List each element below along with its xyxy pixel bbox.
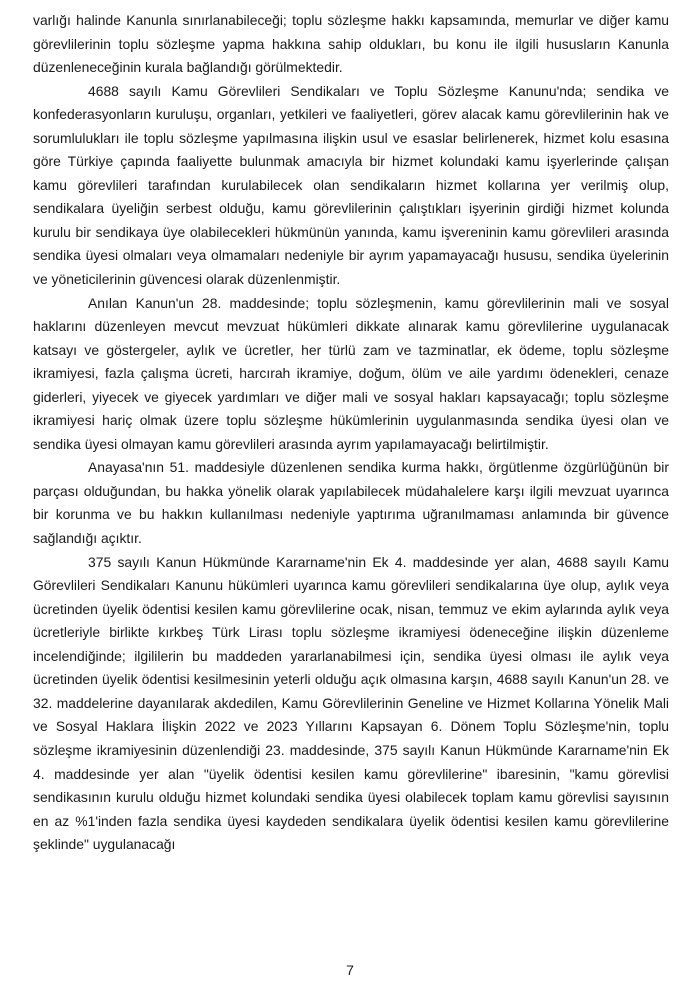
paragraph-1: varlığı halinde Kanunla sınırlanabileceği; toplu sözleşme hakkı kapsamında, memurlar ve diğer kamu görevlilerinin toplu sözleşme yapma hakkına sahip oldukları, bu konu ile ilgili hususların Kanunla düzenleneceğinin kurala bağlandığı görülmektedir. [33, 12, 669, 76]
document-body [33, 9, 669, 857]
paragraph-5: 375 sayılı Kanun Hükmünde Kararname'nin Ek 4. maddesinde yer alan, 4688 sayılı Kamu Görevlileri Sendikaları Kanunu hükümleri uyarınca kamu görevlileri sendikalarına üye olup, aylık veya ücretinden üyelik ödentisi kesilen kamu görevlilerine ocak, nisan, temmuz ve ekim aylarında aylık veya ücretleriyle birlikte kırkbeş Türk Lirası toplu sözleşme ikramiyesi ödeneceğine ilişkin düzenleme incelendiğinde; ilgililerin bu maddeden yararlanabilmesi için, sendika üyesi olması ile aylık veya ücretinden üyelik ödentisi kesilmesinin yeterli olduğu açık olmasına karşın, 4688 sayılı Kanun'un 28. ve 32. maddelerine dayanılarak akdedilen, Kamu Görevlilerinin Geneline ve Hizmet Kollarına Yönelik Mali ve Sosyal Haklara İlişkin 2022 ve 2023 Yıllarını Kapsayan 6. Dönem Toplu Sözleşme'nin, toplu sözleşme ikramiyesinin düzenlendiği 23. maddesinde, 375 sayılı Kanun Hükmünde Kararname'nin Ek 4. maddesinde yer alan "üyelik ödentisi kesilen kamu görevlilerine" ibaresinin, "kamu görevlisi sendikasının kurulu olduğu hizmet kolundaki sendika üyesi olabilecek toplam kamu görevlisi sayısının en az %1'inden fazla sendika üyesi kaydeden sendikalara üyelik ödentisi kesilen kamu görevlilerine şeklinde" uygulanacağı [33, 553, 669, 853]
paragraph-3: Anılan Kanun'un 28. maddesinde; toplu sözleşmenin, kamu görevlilerinin mali ve sosyal haklarını düzenleyen mevcut mevzuat hükümleri dikkate alınarak kamu görevlilerine uygulanacak katsayı ve göstergeler, aylık ve ücretler, her türlü zam ve tazminatlar, ek ödeme, toplu sözleşme ikramiyesi, fazla çalışma ücreti, harcırah ikramiye, doğum, ölüm ve aile yardımı ödenekleri, cenaze giderleri, yiyecek ve giyecek yardımları ve diğer mali ve sosyal hakları kapsayacağı; toplu sözleşme ikramiyesi hariç olmak üzere toplu sözleşme hükümlerinin uygulanmasında sendika üyesi olan ve sendika üyesi olmayan kamu görevlileri arasında ayrım yapılamayacağı belirtilmiştir. [33, 294, 669, 452]
paragraph-4: Anayasa'nın 51. maddesiyle düzenlenen sendika kurma hakkı, örgütlenme özgürlüğünün bir parçası olduğundan, bu hakka yönelik olarak yapılabilecek müdahalelere karşı ilgili mevzuat uyarınca bir korunma ve bu hakkın kullanılması nedeniyle yaptırıma uğranılmaması anlamında bir güvence sağlandığı açıktır. [33, 459, 669, 547]
page-number: 7 [346, 962, 354, 978]
paragraph-2: 4688 sayılı Kamu Görevlileri Sendikaları ve Toplu Sözleşme Kanunu'nda; sendika ve konfederasyonların kuruluşu, organları, yetkileri ve faaliyetleri, görev alacak kamu görevlilerinin hak ve sorumlulukları ile toplu sözleşme yapılmasına ilişkin usul ve esaslar belirlenerek, hizmet kolu esasına göre Türkiye çapında faaliyette bulunmak amacıyla bir hizmet kolundaki kamu işyerlerinde çalışan kamu görevlileri tarafından kurulabilecek olan sendikaların hizmet kollarına yer verilmiş olup, sendikalara üyeliğin serbest olduğu, kamu görevlilerinin çalıştıkları işyerinin girdiği hizmet kolunda kurulu bir sendikaya üye olabilecekleri hükmünün yanında, kamu işvereninin kamu görevlileri arasında sendika üyesi olmaları veya olmamaları nedeniyle bir ayrım yapamayacağı hususu, sendika üyelerinin ve yöneticilerinin güvencesi olarak düzenlenmiştir. [33, 82, 669, 288]
